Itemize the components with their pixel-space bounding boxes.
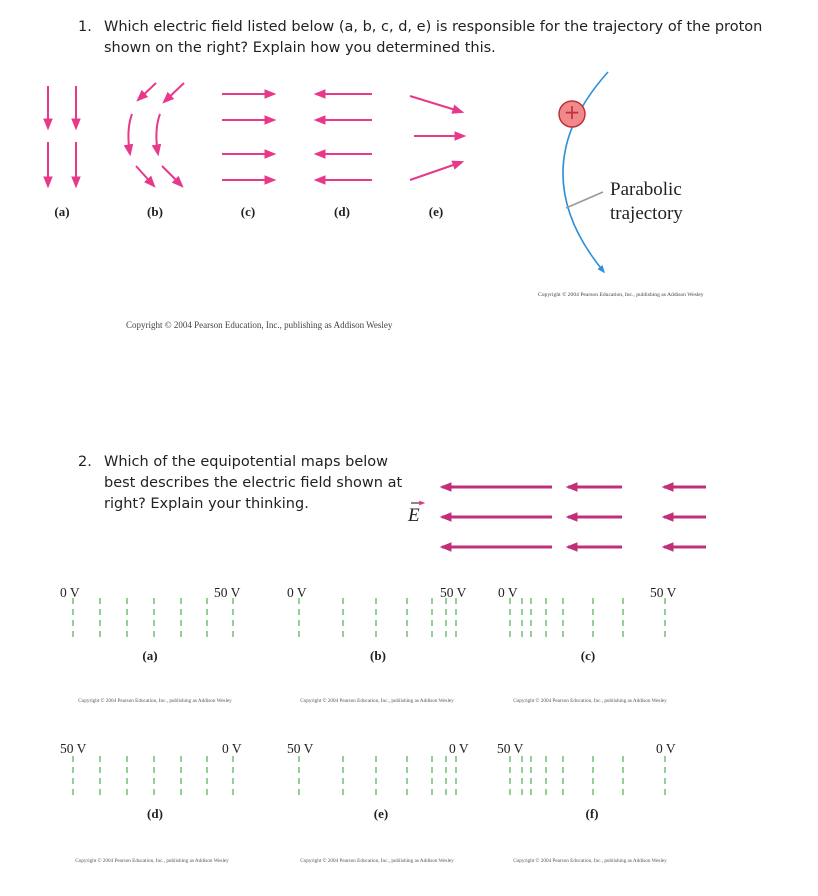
map-a-left-voltage: 0 V (60, 585, 80, 600)
map-e-label: (e) (373, 806, 389, 821)
trajectory-label (610, 178, 683, 226)
field-c-arrows (222, 94, 274, 180)
question-1-line-1: Which electric field listed below (a, b, c, d, e) is responsible for the trajectory of the proton (104, 19, 763, 35)
field-a-arrows (48, 86, 76, 186)
map-d-copyright: Copyright © 2004 Pearson Education, Inc., publishing as Addison Wesley (75, 858, 229, 864)
question-1-line-2: shown on the right? Explain how you determined this. (104, 40, 496, 56)
map-b-right-voltage: 50 V (440, 585, 467, 600)
field-e-arrows (410, 96, 464, 180)
map-c-left-voltage: 0 V (498, 585, 518, 600)
map-b-left-voltage: 0 V (287, 585, 307, 600)
question-2-line-2: best describes the electric field shown at (104, 475, 403, 491)
copyright-proton: Copyright © 2004 Pearson Education, Inc., publishing as Addison Wesley (538, 292, 704, 298)
equipotential-lines (73, 598, 665, 796)
question-2-line-3: right? Explain your thinking. (104, 496, 309, 512)
map-f-copyright: Copyright © 2004 Pearson Education, Inc., publishing as Addison Wesley (513, 858, 667, 864)
map-b-copyright: Copyright © 2004 Pearson Education, Inc., publishing as Addison Wesley (300, 698, 454, 704)
efield-arrows (442, 487, 706, 547)
field-option-e: (e) (428, 204, 444, 219)
trajectory-pointer-line (566, 192, 603, 208)
map-b-label: (b) (370, 648, 386, 663)
field-option-d: (d) (334, 204, 350, 219)
trajectory-label-line-1: Parabolic (610, 179, 682, 200)
question-2-number: 2. (78, 454, 92, 470)
map-c-copyright: Copyright © 2004 Pearson Education, Inc., publishing as Addison Wesley (513, 698, 667, 704)
efield-symbol: E (408, 505, 420, 526)
map-c-right-voltage: 50 V (650, 585, 677, 600)
copyright-figure-1: Copyright © 2004 Pearson Education, Inc., publishing as Addison Wesley (126, 320, 393, 330)
map-f-right-voltage: 0 V (656, 741, 676, 756)
map-e-right-voltage: 0 V (449, 741, 469, 756)
map-d-right-voltage: 0 V (222, 741, 242, 756)
map-a-right-voltage: 50 V (214, 585, 241, 600)
map-e-left-voltage: 50 V (287, 741, 314, 756)
map-a-copyright: Copyright © 2004 Pearson Education, Inc., publishing as Addison Wesley (78, 698, 232, 704)
field-option-a: (a) (54, 204, 70, 219)
field-option-c: (c) (240, 204, 256, 219)
map-c-label: (c) (580, 648, 596, 663)
map-d-label: (d) (147, 806, 163, 821)
field-option-b: (b) (147, 204, 163, 219)
map-e-copyright: Copyright © 2004 Pearson Education, Inc., publishing as Addison Wesley (300, 858, 454, 864)
trajectory-label-line-2: trajectory (610, 203, 683, 224)
field-b-arrows (128, 83, 184, 186)
map-f-label: (f) (585, 806, 599, 821)
question-1-number: 1. (78, 19, 92, 35)
proton-symbol: + (563, 100, 581, 124)
map-a-label: (a) (142, 648, 158, 663)
map-d-left-voltage: 50 V (60, 741, 87, 756)
field-d-arrows (316, 94, 372, 180)
map-f-left-voltage: 50 V (497, 741, 524, 756)
question-2-line-1: Which of the equipotential maps below (104, 454, 389, 470)
